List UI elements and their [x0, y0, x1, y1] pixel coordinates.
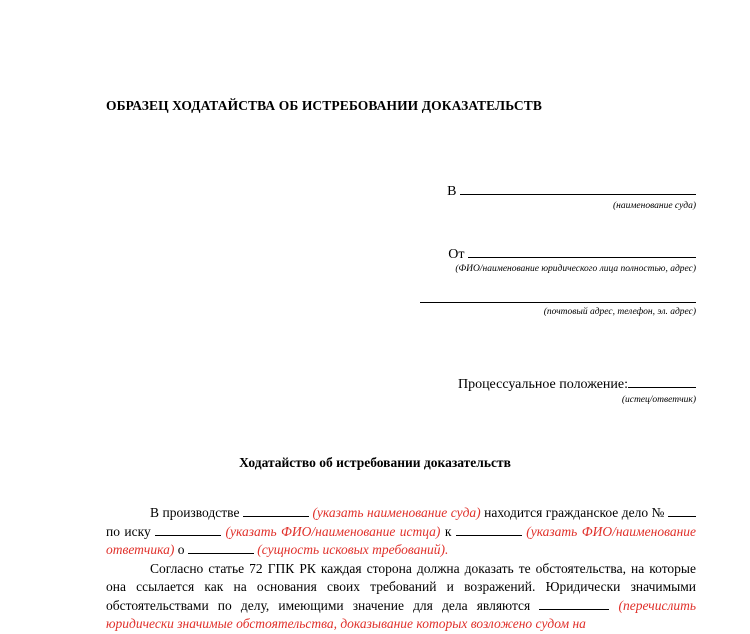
blank [668, 504, 696, 517]
court-prefix: В [447, 184, 457, 199]
p2-text-1: Согласно статье 72 ГПК РК каждая сторона должна доказать те обстоятельства, на которые она ссылается как на основания своих требований и возражений. Юридически значимыми обстоятельствами по делу, имеющими значение для дела являются [106, 560, 696, 613]
court-blank [460, 182, 696, 195]
p1-text-5: о [177, 542, 185, 557]
status-label: Процессуальное положение: [457, 377, 628, 392]
contacts-note: (почтовый адрес, телефон, эл. адрес) [543, 307, 696, 317]
blank [188, 541, 254, 554]
p1-text-4: к [444, 523, 452, 539]
from-note: (ФИО/наименование юридического лица полностью, адрес) [455, 264, 696, 274]
court-line [447, 182, 696, 200]
p2-hint-circumstances: (перечислить юридически значимые обстоятельства, доказывание которых возложено судом на [106, 597, 696, 631]
status-blank [628, 375, 696, 388]
blank [243, 504, 309, 517]
blank [539, 597, 609, 610]
contacts-blank [420, 290, 696, 303]
blank [155, 523, 221, 536]
p1-hint-claims: (сущность исковых требований). [257, 542, 449, 557]
status-note: (истец/ответчик) [621, 395, 696, 405]
paragraph-proceedings [106, 504, 696, 560]
p1-text-1: В производстве [150, 505, 240, 520]
paragraph-article [106, 560, 696, 634]
p1-text-2: находится гражданское дело № [484, 505, 665, 520]
petition-title: Ходатайство об истребовании доказательств [239, 455, 511, 470]
p1-hint-defendant: (указать ФИО/наименование ответчика) [106, 523, 697, 557]
status-line [458, 375, 696, 393]
contacts-line [420, 290, 696, 308]
blank [456, 523, 522, 536]
p1-text-3: по иску [106, 523, 151, 539]
document-title: ОБРАЗЕЦ ХОДАТАЙСТВА ОБ ИСТРЕБОВАНИИ ДОКАЗАТЕЛЬСТВ [106, 98, 542, 113]
from-line [448, 245, 696, 263]
p1-hint-plaintiff: (указать ФИО/наименование истца) [225, 523, 441, 539]
from-blank [468, 245, 696, 258]
p1-hint-court: (указать наименование суда) [312, 505, 481, 520]
from-prefix: От [448, 247, 465, 262]
petition-body [106, 504, 696, 634]
court-note: (наименование суда) [612, 201, 696, 211]
